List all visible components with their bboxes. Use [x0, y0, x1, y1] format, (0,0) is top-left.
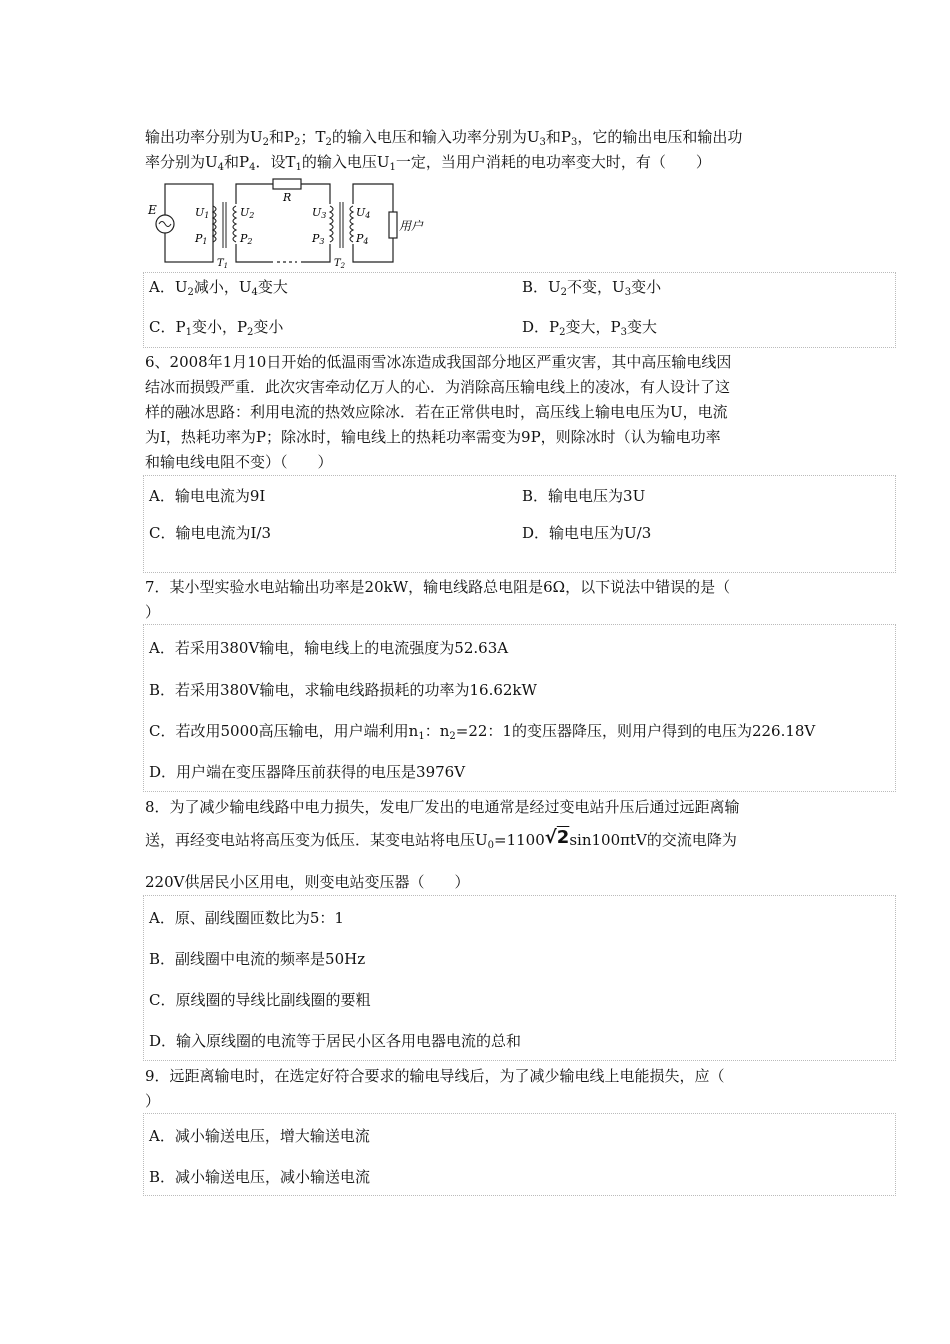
label-P2: P2: [240, 232, 253, 246]
q6-line-5: 和输电线电阻不变）（ ）: [145, 453, 333, 471]
sqrt-2: √2: [544, 827, 570, 848]
q8-option-b[interactable]: B．副线圈中电流的频率是50Hz: [149, 950, 366, 968]
load-resistor: [389, 212, 397, 238]
transformer-circuit-diagram: [145, 174, 435, 270]
label-E: E: [148, 203, 157, 217]
q7-option-b[interactable]: B．若采用380V输电，求输电线路损耗的功率为16.62kW: [149, 681, 537, 699]
q8-option-d[interactable]: D．输入原线圈的电流等于居民小区各用电器电流的总和: [149, 1032, 522, 1050]
line-top-left: [236, 184, 273, 204]
q6-line-4: 为I，热耗功率为P；除冰时，输电线上的热耗功率需变为9P，则除冰时（认为输电功率: [145, 428, 721, 446]
q9-line-2: ）: [145, 1092, 161, 1110]
label-U1: U1: [195, 206, 210, 220]
label-P4: P4: [356, 232, 369, 246]
q5-option-d[interactable]: D．$P_2$变大，$P_3$变大: [522, 318, 657, 338]
label-U2: U2: [240, 206, 255, 220]
t1-primary-coil: [213, 206, 216, 242]
q6-option-b[interactable]: B．输电电压为3U: [522, 487, 646, 505]
q8-line-2: 送，再经变电站将高压变为低压．某变电站将电压$U_0=1100√2\sin 100\pi tV$的交流电降为: [145, 827, 737, 851]
line-bottom-left: [236, 244, 273, 262]
line-top-right: [301, 184, 330, 204]
label-P3: P3: [312, 232, 325, 246]
q5-option-a[interactable]: A．$U_2$减小，$U_4$变大: [149, 278, 288, 298]
q5-line-1: 输出功率分别为$U_2$和$P_2$；$T_2$的输入电压和输入功率分别为$U_3$和$P_3$，它的输出电压和输出功: [145, 128, 743, 148]
q7-option-c[interactable]: C．若改用5000高压输电，用户端利用$n_1$：$n_2=22$：1的变压器降压，则用户得到的电压为226.18V: [149, 722, 816, 742]
label-T1: $T_1$: [217, 258, 229, 270]
q6-option-d[interactable]: D．输电电压为U/3: [522, 524, 652, 542]
q6-option-c[interactable]: C．输电电流为I/3: [149, 524, 272, 542]
resistor-R: [273, 179, 301, 189]
q9-line-1: 9．远距离输电时，在选定好符合要求的输电导线后，为了减少输电线上电能损失，应（: [145, 1067, 725, 1085]
q7-line-1: 7．某小型实验水电站输出功率是20kW，输电线路总电阻是6Ω，以下说法中错误的是（: [145, 578, 731, 596]
label-R: R: [283, 191, 292, 204]
q5-option-b[interactable]: B．$U_2$不变，$U_3$变小: [522, 278, 662, 298]
q6-line-3: 样的融冰思路：利用电流的热效应除冰．若在正常供电时，高压线上输电电压为U，电流: [145, 403, 728, 421]
q8-option-c[interactable]: C．原线圈的导线比副线圈的要粗: [149, 991, 371, 1009]
q6-line-1: 6、2008年1月10日开始的低温雨雪冰冻造成我国部分地区严重灾害，其中高压输电线因: [145, 353, 732, 371]
q8-line-1: 8．为了减少输电线路中电力损失，发电厂发出的电通常是经过变电站升压后通过远距离输: [145, 798, 740, 816]
t1-secondary-coil: [233, 206, 236, 242]
label-U3: U3: [312, 206, 327, 220]
q6-option-a[interactable]: A．输电电流为9I: [149, 487, 266, 505]
q5-option-c[interactable]: C．$P_1$变小，$P_2$变小: [149, 318, 284, 338]
q8-line-3: 220V供居民小区用电，则变电站变压器（ ）: [145, 873, 470, 891]
q9-options: [143, 1113, 896, 1196]
q7-line-2: ）: [145, 603, 161, 621]
line-bottom-right: [301, 244, 330, 262]
q9-option-a[interactable]: A．减小输送电压，增大输送电流: [149, 1127, 370, 1145]
label-load: 用户: [399, 219, 424, 233]
t2-secondary-coil: [350, 206, 353, 242]
t2-primary-coil: [330, 206, 333, 242]
q5-options: [143, 272, 896, 348]
q8-option-a[interactable]: A．原、副线圈匝数比为5：1: [149, 909, 344, 927]
q8-options: [143, 895, 896, 1061]
q6-line-2: 结冰而损毁严重．此次灾害牵动亿万人的心．为消除高压输电线上的凌冰，有人设计了这: [145, 378, 731, 396]
q9-option-b[interactable]: B．减小输送电压，减小输送电流: [149, 1168, 371, 1186]
q6-options: [143, 475, 896, 573]
q7-option-d[interactable]: D．用户端在变压器降压前获得的电压是3976V: [149, 763, 466, 781]
q7-options: [143, 624, 896, 792]
q5-line-2: 率分别为$U_4$和$P_4$．设$T_1$的输入电压$U_1$一定，当用户消耗的电功率变大时，有（ ）: [145, 153, 711, 173]
label-T2: $T_2$: [334, 258, 346, 270]
label-P1: P1: [195, 232, 208, 246]
label-U4: U4: [356, 206, 371, 220]
q7-option-a[interactable]: A．若采用380V输电，输电线上的电流强度为52.63A: [149, 639, 509, 657]
